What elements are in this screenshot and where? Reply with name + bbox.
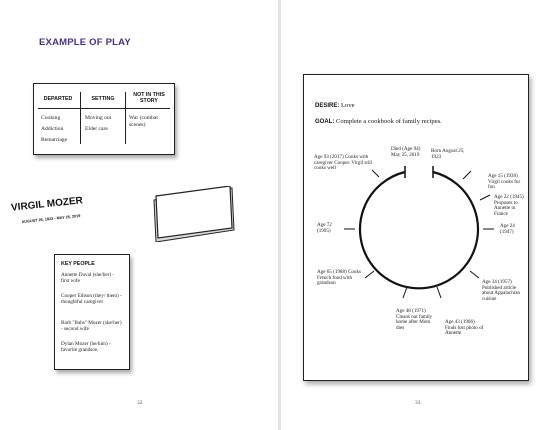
table-cell: Addiction [41,126,64,132]
person-entry: Annette Duval (she/her) - first wife [61,272,115,284]
person-entry: Barb "Babs" Mozer (she/her) - second wife [61,320,122,332]
goal-value: Complete a cookbook of family recipes. [336,118,442,125]
themes-table-card [33,83,175,155]
table-cell: Remarriage [41,137,68,143]
section-title: EXAMPLE OF PLAY [39,37,131,48]
person-entry: Dylan Mozer (he/him) - favorite grandson [61,341,111,353]
timeline-entry-age-24: Age 24 (1947) [500,223,515,235]
column-header-setting: SETTING [91,96,115,102]
column-divider [125,92,126,144]
timeline-entry-age-65: Age 65 (1988) Cooks French food with grandson [317,269,362,287]
column-header-not-in-story: NOT IN THIS STORY [133,92,165,104]
page-number-right: 33 [415,400,421,406]
key-people-heading: KEY PEOPLE [61,261,95,267]
header-rule [38,108,170,109]
timeline-entry-age-22: Age 22 (1945) Proposes to Annette in France [494,194,524,217]
timeline-entry-age-72: Age 72 (1995) [317,222,332,234]
story-card [303,74,529,381]
key-people-card [54,254,130,370]
left-page [0,0,278,430]
desire-value: Love [341,102,355,109]
goal-label: GOAL: [315,119,335,125]
timeline-entry-died: Died (Age 94) May 25, 2019 [391,146,421,158]
table-cell: Cooking [41,115,61,121]
table-cell: Elder care [85,126,108,132]
character-name: VIRGIL MOZER [10,195,84,214]
timeline-entry-age-43: Age 43 (1966) Finds lost photo of Annette [445,319,484,337]
tent-card-shape [152,186,236,242]
timeline-entry-age-15: Age 15 (1938) Virgil cooks for fun [488,173,521,191]
timeline-entry-age-34: Age 34 (1957) Published article about Appalachian cuisine [482,279,521,302]
timeline-entry-age-93: Age 93 (2017) Cooks with caregiver Cooper. Virgil still cooks well [314,154,373,172]
desire-label: DESIRE: [315,103,340,109]
timeline-entry-born: Born August 25, 1923 [431,148,465,160]
column-divider [80,92,81,144]
timeline-entry-age-48: Age 48 (1971) Cleans out family home after Mom dies [396,308,433,331]
name-tent-card [152,186,236,242]
person-entry: Cooper Edison (they/ them) - thoughtful caregiver [61,293,122,305]
table-cell: Moving out [85,115,112,121]
page-number-left: 32 [137,400,143,406]
column-header-departed: DEPARTED [43,96,73,102]
character-dates: AUGUST 25, 1923 · MAY 25, 2019 [21,213,81,225]
table-cell: War (combat scenes) [129,115,158,128]
